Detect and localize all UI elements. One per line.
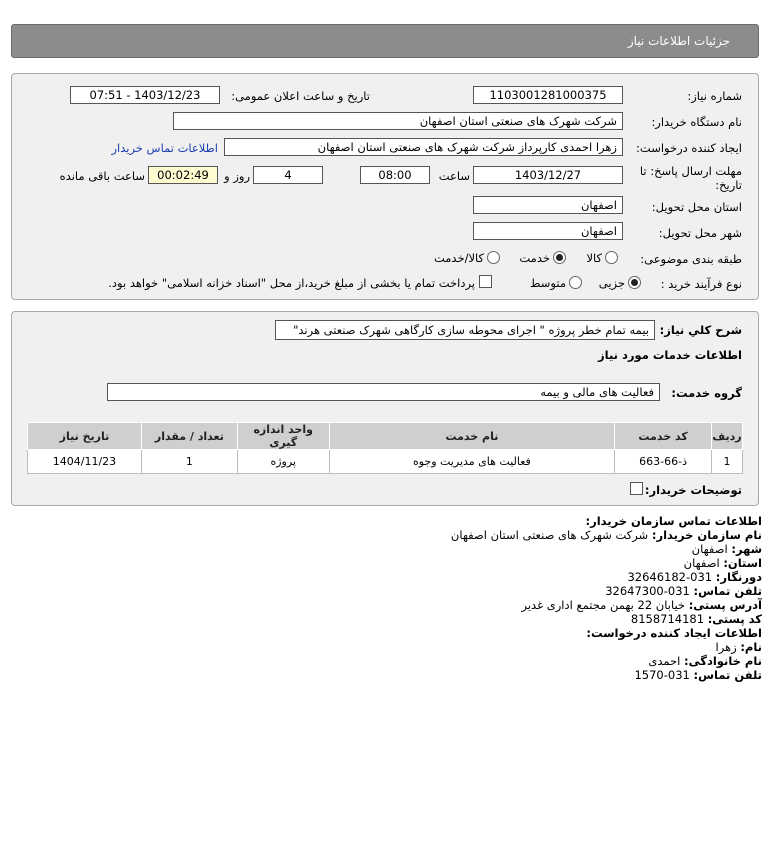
col-date-header: تاریخ نیاز [28,423,142,450]
contact-line-fax: دورنگار: 031-32646182 [627,570,762,584]
category-goods-radio[interactable] [605,251,618,264]
service-group-field: فعالیت های مالی و بیمه [107,383,660,401]
cell-code: ذ-66-663 [615,450,712,474]
category-service-radio[interactable] [553,251,566,264]
creator-label: ایجاد کننده درخواست: [636,141,742,155]
announce-label: تاریخ و ساعت اعلان عمومی: [231,89,370,103]
col-row-header: ردیف [712,423,743,450]
buyer-notes-checkbox[interactable] [630,482,643,495]
cell-date: 1404/11/23 [28,450,142,474]
process-medium-label: متوسط [529,276,566,290]
deadline-time-field: 08:00 [360,166,430,184]
needs-panel [11,311,759,506]
summary-field: بیمه تمام خطر پروژه " اجرای محوطه سازی کارگاهی شهرک صنعتی هرند" [275,320,655,340]
process-small-label: جزیی [598,276,625,290]
deadline-date-label: تاریخ: [715,178,742,192]
service-group-label: گروه خدمت: [671,386,742,400]
buyer-org-label: نام دستگاه خریدار: [651,115,742,129]
summary-label: شرح کلي نياز: [659,323,742,337]
contact-title: اطلاعات تماس سازمان خریدار: [585,514,762,528]
creator-line-phone: تلفن تماس: 031-1570 [634,668,762,682]
city-label: شهر محل تحویل: [658,226,742,240]
remaining-label: ساعت باقی مانده [59,169,145,183]
creator-field: زهرا احمدی کارپرداز شرکت شهرک های صنعتی استان اصفهان [224,138,623,156]
time-label: ساعت [438,169,470,183]
treasury-note: پرداخت تمام یا بخشی از مبلغ خرید،از محل "اسناد خزانه اسلامی" خواهد بود. [108,276,475,290]
category-goods-service-radio[interactable] [487,251,500,264]
process-medium-radio[interactable] [569,276,582,289]
buyer-notes-label: توضیحات خریدار: [644,483,742,497]
services-table [27,422,743,474]
creator-line-family: نام خانوادگی: احمدی [648,654,762,668]
buyer-org-field: شرکت شهرک های صنعتی استان اصفهان [173,112,623,130]
services-title: اطلاعات خدمات مورد نیاز [598,348,742,362]
process-small-radio[interactable] [628,276,641,289]
need-number-field: 1103001281000375 [473,86,623,104]
contact-info-link[interactable]: اطلاعات تماس خریدار [111,141,218,155]
cell-qty: 1 [141,450,237,474]
creator-line-name: نام: زهرا [715,640,762,654]
col-code-header: کد خدمت [615,423,712,450]
province-label: استان محل تحویل: [651,200,742,214]
contact-line-city: شهر: اصفهان [691,542,762,556]
contact-line-postal: کد پستی: 8158714181 [630,612,762,626]
city-field: اصفهان [473,222,623,240]
category-label: طبقه بندی موضوعی: [640,252,742,266]
process-label: نوع فرآیند خرید : [660,277,742,291]
contact-line-province: استان: اصفهان [683,556,762,570]
category-goods-service-label: کالا/خدمت [433,251,484,265]
table-row [28,450,743,474]
days-label: روز و [224,169,250,183]
days-field: 4 [253,166,323,184]
services-table-header [28,423,743,450]
cell-name: فعالیت های مدیریت وجوه [329,450,614,474]
col-qty-header: تعداد / مقدار [141,423,237,450]
contact-line-org: نام سازمان خریدار: شرکت شهرک های صنعتی استان اصفهان [450,528,762,542]
remaining-time-field: 00:02:49 [148,166,218,184]
need-number-label: شماره نیاز: [687,89,742,103]
col-name-header: نام خدمت [329,423,614,450]
deadline-date-field: 1403/12/27 [473,166,623,184]
col-unit-header: واحد اندازه گیری [237,423,329,450]
creator-title: اطلاعات ایجاد کننده درخواست: [586,626,762,640]
announce-field: 1403/12/23 - 07:51 [70,86,220,104]
contact-line-phone: تلفن تماس: 031-32647300 [605,584,762,598]
deadline-label: مهلت ارسال پاسخ: تا [639,164,742,178]
page-title: جزئیات اطلاعات نیاز [627,34,730,48]
province-field: اصفهان [473,196,623,214]
category-goods-label: کالا [586,251,602,265]
contact-line-address: آدرس پستی: خیابان 22 بهمن مجتمع اداری غدیر [521,598,762,612]
treasury-checkbox[interactable] [479,275,492,288]
cell-unit: پروژه [237,450,329,474]
cell-row: 1 [712,450,743,474]
page-header [11,24,759,58]
category-service-label: خدمت [519,251,550,265]
